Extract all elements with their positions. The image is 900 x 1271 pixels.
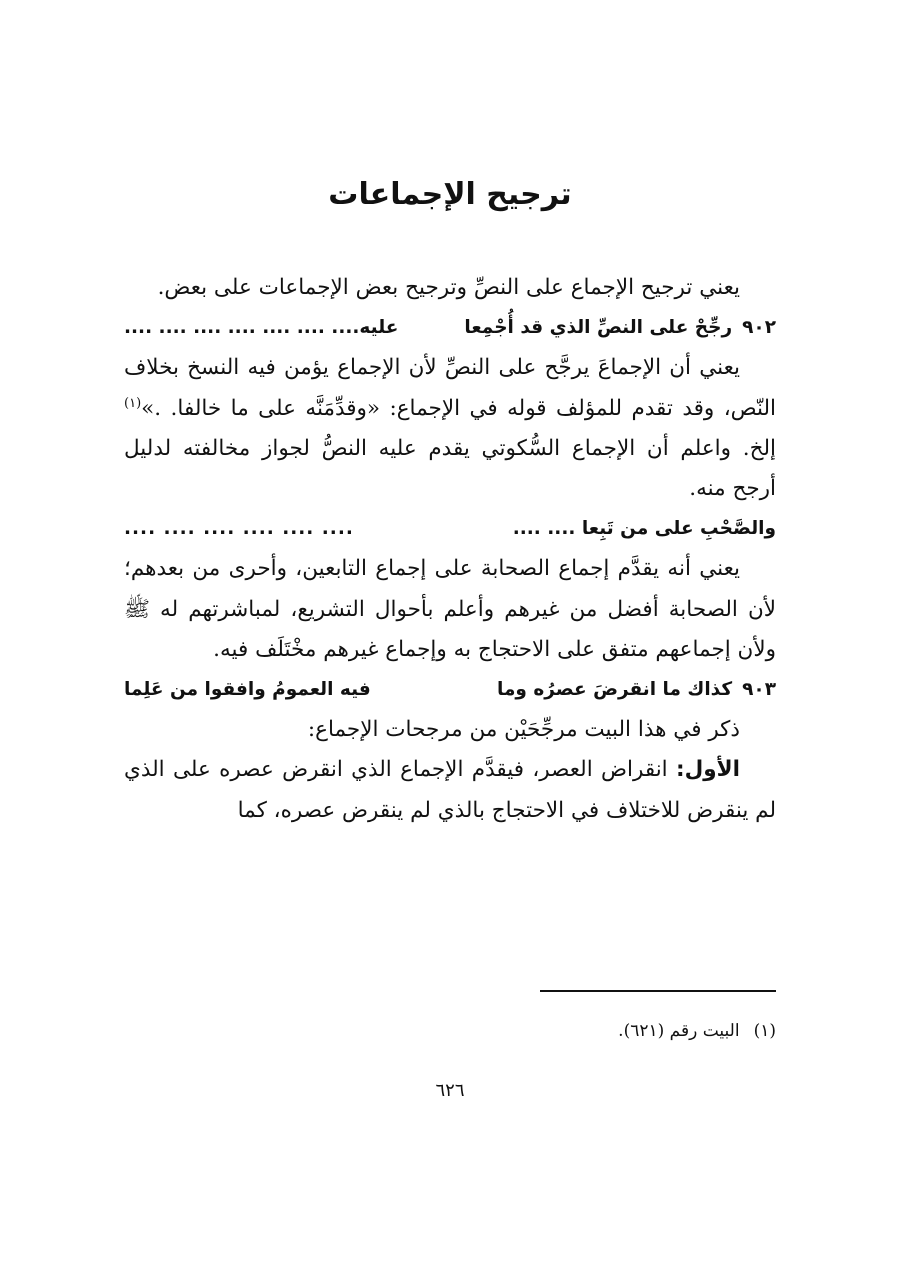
intro-paragraph: يعني ترجيح الإجماع على النصِّ وترجيح بعض الإجماعات على بعض. (157, 275, 740, 300)
commentary-902-text-b: إلخ. واعلم أن الإجماع السُّكوتي يقدم عليه النصُّ لجواز مخالفته لدليل أرجح منه. (124, 435, 776, 502)
footnote (124, 1018, 776, 1044)
commentary-paragraph-902b: يعني أنه يقدَّم إجماع الصحابة على إجماع التابعين، وأحرى من بعدهم؛ لأن الصحابة أفضل من غيرهم وأعلم بأحوال التشريع، لمباشرتهم له ﷺ ولأن إجماعهم متفق على الاحتجاج به وإجماع غيرهم مخْتَلَف فيه. (124, 556, 776, 662)
verse-903-first-text: كذاك ما انقرضَ عصرُه وما (497, 679, 733, 701)
footnote-reference: (١) (124, 395, 142, 411)
verse-902-second-hemistich: عليه.... .... .... .... .... .... .... (124, 317, 399, 339)
page-number: ٦٢٦ (435, 1080, 465, 1101)
commentary-902-text-a: يعني أن الإجماعَ يرجَّح على النصِّ لأن الإجماع يؤمن فيه النسخ بخلاف النّص، وقد تقدم للمؤلف قوله في الإجماع: «وقدِّمَنَّه على ما خالفا. .» (124, 355, 776, 421)
verse-902-first-hemistich (464, 308, 776, 348)
footnote-divider (540, 990, 776, 992)
verse-902b-first-hemistich (513, 509, 776, 549)
main-text-block (124, 268, 776, 831)
first-preference-label: الأول: (676, 757, 740, 783)
verse-902b (124, 509, 776, 549)
verse-903-second-hemistich: فيه العمومُ وافقوا من عَلِما (124, 679, 371, 701)
commentary-paragraph-902 (124, 348, 776, 509)
first-preference-text: انقراض العصر، فيقدَّم الإجماع الذي انقرض عصره على الذي لم ينقرض للاختلاف في الاحتجاج بالذي لم ينقرض عصره، كما (124, 757, 776, 823)
footnote-text: البيت رقم (٦٢١). (618, 1021, 740, 1041)
chapter-title: ترجيح الإجماعات (328, 177, 572, 212)
footnote-number: (١) (753, 1021, 776, 1041)
verse-903 (124, 670, 776, 710)
commentary-paragraph-903: ذكر في هذا البيت مرجِّحَيْن من مرجحات الإجماع: (307, 717, 740, 743)
verse-902b-second-hemistich: .... .... .... .... .... .... (124, 518, 354, 540)
verse-number: ٩٠٢ (742, 317, 776, 339)
verse-number: ٩٠٣ (742, 679, 776, 701)
verse-902 (124, 308, 776, 348)
verse-902b-first-dots: .... .... (512, 518, 576, 540)
first-preference-paragraph (124, 750, 776, 830)
verse-902b-first-text: والصَّحْبِ على من تَبِعا (581, 518, 776, 540)
verse-903-first-hemistich (497, 670, 776, 710)
verse-902-first-text: رجِّحْ على النصِّ الذي قد أُجْمِعا (464, 317, 733, 339)
